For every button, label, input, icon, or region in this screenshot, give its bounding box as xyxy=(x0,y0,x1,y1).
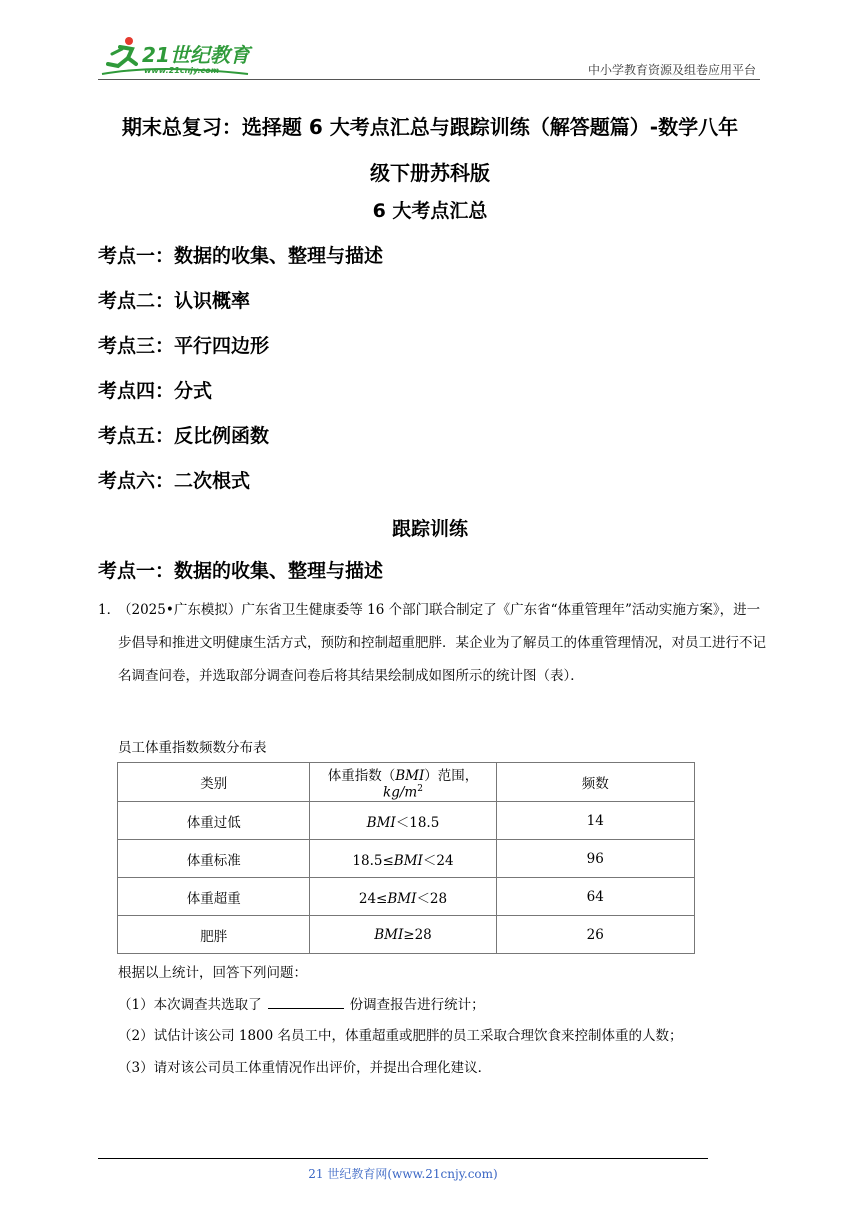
topic-item: 考点一：数据的收集、整理与描述 xyxy=(98,245,384,267)
frequency-table xyxy=(117,762,695,954)
cell-frequency: 64 xyxy=(496,878,695,916)
table-row xyxy=(118,840,695,878)
cell-range: BMI≥28 xyxy=(310,916,496,954)
question-part-3: （3）请对该公司员工体重情况作出评价，并提出合理化建议． xyxy=(118,1059,492,1076)
header-range: 体重指数（BMI）范围，$kg/m^2$ xyxy=(310,763,496,802)
table-row xyxy=(118,916,695,954)
question-text: （2025•广东模拟）广东省卫生健康委等 16 个部门联合制定了《广东省“体重管理年”活动实施方案》，进一步倡导和推进文明健康生活方式，预防和控制超重肥胖．某企业为了解员工的体重管理情况，对员工进行不记名调查问卷，并选取部分调查问卷后将其结果绘制成如图所示的统计图（表）． xyxy=(118,602,766,684)
table-row xyxy=(118,802,695,840)
cell-category: 体重过低 xyxy=(118,802,310,840)
practice-heading: 跟踪训练 xyxy=(391,518,468,540)
topic-list xyxy=(98,240,698,510)
answer-blank[interactable] xyxy=(268,994,344,1009)
cell-category: 体重标准 xyxy=(118,840,310,878)
cell-range: 18.5≤BMI＜24 xyxy=(310,840,496,878)
question-number: 1． xyxy=(98,602,121,618)
question-1 xyxy=(98,594,766,693)
topic-item: 考点四：分式 xyxy=(98,380,213,402)
cell-frequency: 26 xyxy=(496,916,695,954)
table-header-row xyxy=(118,763,695,802)
question-parts xyxy=(118,958,778,1084)
footer-divider xyxy=(98,1158,708,1159)
section-summary-heading: 6 大考点汇总 xyxy=(372,200,488,222)
logo-url: www.21cnjy.com xyxy=(144,66,220,75)
topic-item: 考点六：二次根式 xyxy=(98,470,251,492)
topic-item: 考点五：反比例函数 xyxy=(98,425,270,447)
question-part-1: （1）本次调查共选取了 份调查报告进行统计； xyxy=(118,990,778,1022)
cell-frequency: 14 xyxy=(496,802,695,840)
document-title xyxy=(98,104,762,196)
site-logo xyxy=(98,34,258,78)
header-frequency: 频数 xyxy=(496,763,695,802)
logo-text: 21世纪教育 xyxy=(142,43,250,67)
question-part-2: （2）试估计该公司 1800 名员工中，体重超重或肥胖的员工采取合理饮食来控制体重的人数； xyxy=(118,1028,683,1044)
topic-item: 考点二：认识概率 xyxy=(98,290,251,312)
title-line-1: 期末总复习：选择题 6 大考点汇总与跟踪训练（解答题篇）-数学八年 xyxy=(121,115,739,139)
cell-range: 24≤BMI＜28 xyxy=(310,878,496,916)
table-caption: 员工体重指数频数分布表 xyxy=(118,740,267,756)
cell-category: 体重超重 xyxy=(118,878,310,916)
table-row xyxy=(118,878,695,916)
title-line-2: 级下册苏科版 xyxy=(370,161,490,185)
cell-category: 肥胖 xyxy=(118,916,310,954)
practice-section-heading: 考点一：数据的收集、整理与描述 xyxy=(98,560,384,582)
topic-item: 考点三：平行四边形 xyxy=(98,335,270,357)
cell-frequency: 96 xyxy=(496,840,695,878)
footer-link[interactable]: 21 世纪教育网(www.21cnjy.com) xyxy=(308,1167,498,1181)
header-platform-text: 中小学教育资源及组卷应用平台 xyxy=(587,63,756,77)
header-category: 类别 xyxy=(118,763,310,802)
cell-range: BMI＜18.5 xyxy=(310,802,496,840)
question-intro: 根据以上统计，回答下列问题： xyxy=(118,965,307,981)
header-divider xyxy=(98,79,760,80)
